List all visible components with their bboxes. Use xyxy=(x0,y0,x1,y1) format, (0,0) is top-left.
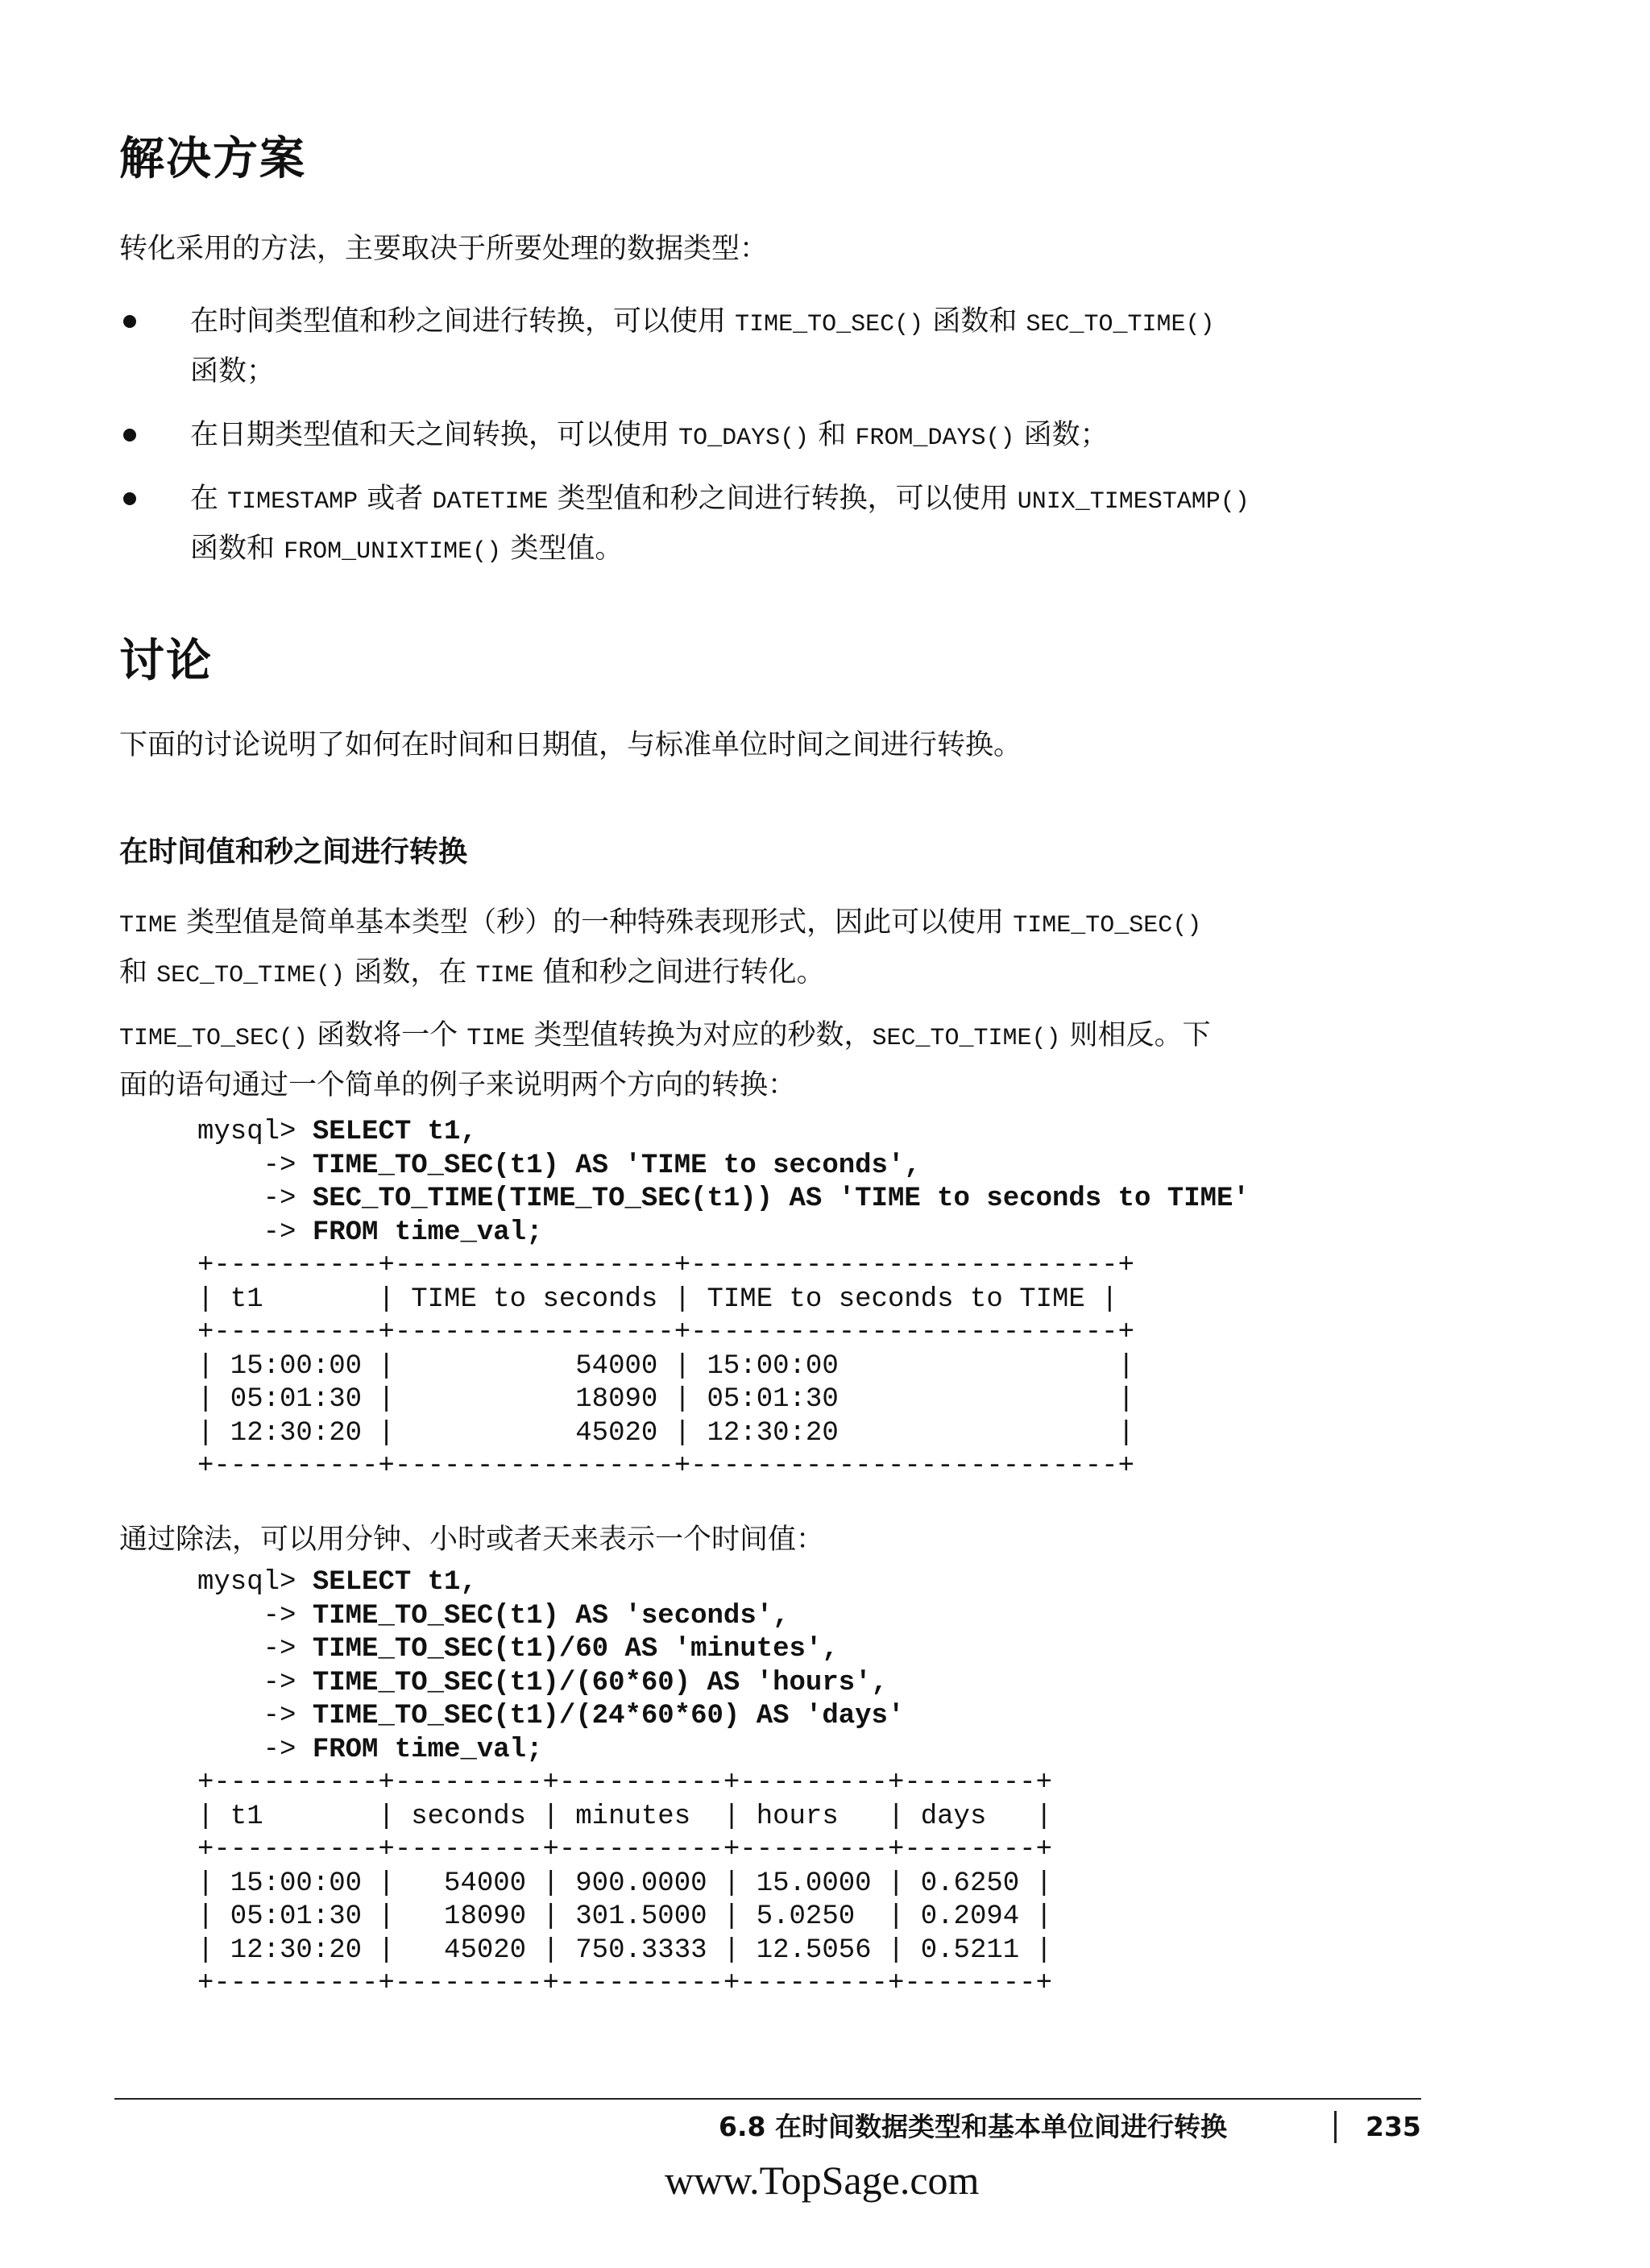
paragraph-2: TIME_TO_SEC() 函数将一个 TIME 类型值转换为对应的秒数，SEC_TO_TIME() 则相反。下 面的语句通过一个简单的例子来说明两个方向的转换： xyxy=(119,1019,1211,1101)
result-table-row: | 05:01:30 | 18090 | 301.5000 | 5.0250 | 0.2094 | xyxy=(197,1901,1052,1932)
result-table-border: +----------+-----------------+--------------------------+ xyxy=(197,1451,1134,1482)
watermark-url: www.TopSage.com xyxy=(665,2158,980,2203)
bullet-dot-icon xyxy=(123,315,136,328)
bullet-dot-icon xyxy=(123,429,136,442)
result-table-row: | 15:00:00 | 54000 | 15:00:00 | xyxy=(197,1350,1134,1382)
bullet-line: 在日期类型值和天之间转换，可以使用 TO_DAYS() 和 FROM_DAYS() 函数； xyxy=(190,419,1109,452)
bullet-line: 函数和 FROM_UNIXTIME() 类型值。 xyxy=(190,533,624,566)
paragraph-1: TIME 类型值是简单基本类型（秒）的一种特殊表现形式，因此可以使用 TIME_TO_SEC() 和 SEC_TO_TIME() 函数，在 TIME 值和秒之间进行转化。 xyxy=(119,906,1202,989)
result-table-border: +----------+---------+----------+---------+--------+ xyxy=(197,1835,1052,1865)
result-table-border: +----------+-----------------+--------------------------+ xyxy=(197,1250,1134,1281)
page-number: 235 xyxy=(1366,2111,1421,2142)
bullet-line: 在 TIMESTAMP 或者 DATETIME 类型值和秒之间进行转换，可以使用 UNIX_TIMESTAMP() xyxy=(190,483,1250,516)
result-table-border: +----------+-----------------+--------------------------+ xyxy=(197,1317,1134,1348)
discussion-heading: 讨论 xyxy=(119,635,213,687)
result-table-row: | 15:00:00 | 54000 | 900.0000 | 15.0000 | 0.6250 | xyxy=(197,1868,1052,1899)
solution-intro: 转化采用的方法，主要取决于所要处理的数据类型： xyxy=(119,233,769,265)
result-table-row: | 12:30:20 | 45020 | 12:30:20 | xyxy=(197,1417,1134,1449)
footer-separator xyxy=(1334,2111,1337,2143)
footer-section-title: 6.8 在时间数据类型和基本单位间进行转换 xyxy=(719,2111,1227,2142)
result-table-border: +----------+---------+----------+---------+--------+ xyxy=(197,1768,1052,1798)
result-table-header: | t1 | TIME to seconds | TIME to seconds to TIME | xyxy=(197,1283,1118,1315)
subsection-heading: 在时间值和秒之间进行转换 xyxy=(119,835,468,869)
bullet-line: 函数； xyxy=(190,355,276,388)
bullet-line: 在时间类型值和秒之间进行转换，可以使用 TIME_TO_SEC() 函数和 SEC_TO_TIME() xyxy=(190,305,1215,338)
discussion-intro: 下面的讨论说明了如何在时间和日期值，与标准单位时间之间进行转换。 xyxy=(119,729,1022,761)
code-block-2: mysql> SELECT t1, -> TIME_TO_SEC(t1) AS 'seconds', -> TIME_TO_SEC(t1)/60 AS 'minutes', -> TIME_TO_SEC(t1)/(60*60) AS 'hours', -> TIME_TO_SEC(t1)/(24*60*60) AS 'days' -> FROM time_val; +----------+---------+----------+---------+--------+ | t1 | seconds | minutes | hours | days | +----------+---------+----------+---------+--------+ | 15:00:00 | 54000 | 900.0000 | 15.0000 | 0.6250 | | 05:01:30 | 18090 | 301.5000 | 5.0250 | 0.2094 | | 12:30:20 | 45020 | 750.3333 | 12.5056 | 0.5211 | +----------+---------+----------+---------+--------+ xyxy=(197,1567,1052,1999)
paragraph-3: 通过除法，可以用分钟、小时或者天来表示一个时间值： xyxy=(119,1524,825,1556)
result-table-header: | t1 | seconds | minutes | hours | days | xyxy=(197,1801,1052,1832)
code-block-1: mysql> SELECT t1, -> TIME_TO_SEC(t1) AS 'TIME to seconds', -> SEC_TO_TIME(TIME_TO_SEC(t1)) AS 'TIME to seconds to TIME' -> FROM time_val; +----------+-----------------+--------------------------+ | t1 | TIME to seconds | TIME to seconds to TIME | +----------+-----------------+--------------------------+ | 15:00:00 | 54000 | 15:00:00 | | 05:01:30 | 18090 | 05:01:30 | | 12:30:20 | 45020 | 12:30:20 | +----------+-----------------+--------------------------+ xyxy=(197,1117,1250,1482)
footer-rule xyxy=(114,2098,1421,2100)
result-table-row: | 12:30:20 | 45020 | 750.3333 | 12.5056 | 0.5211 | xyxy=(197,1934,1052,1966)
result-table-border: +----------+---------+----------+---------+--------+ xyxy=(197,1968,1052,1999)
bullet-dot-icon xyxy=(123,492,136,505)
result-table-row: | 05:01:30 | 18090 | 05:01:30 | xyxy=(197,1384,1134,1415)
solution-heading: 解决方案 xyxy=(119,133,306,185)
